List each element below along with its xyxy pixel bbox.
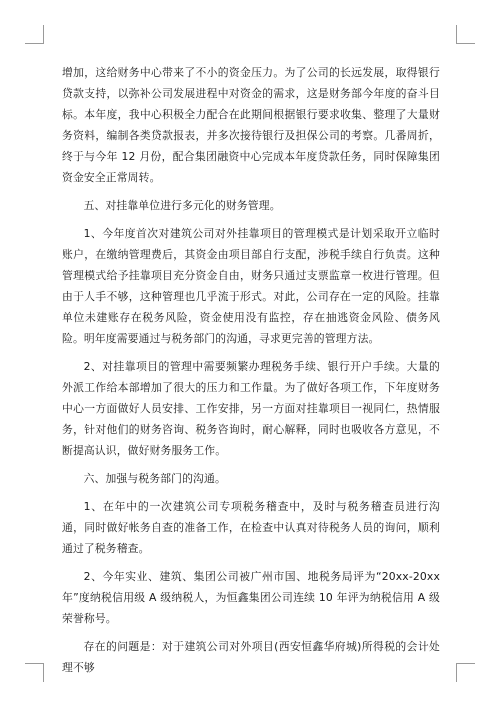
section-heading-six: 六、加强与税务部门的沟通。 <box>83 472 226 485</box>
paragraph-item-1-tax: 1、在年中的一次建筑公司专项税务稽查中，及时与税务稽查员进行沟通，同时做好帐务自查的准备工作，在检查中认真对待税务人员的询问，顺利通过了税务稽查。 <box>62 500 440 555</box>
paragraph-issues: 存在的问题是：对于建筑公司对外项目(西安恒鑫华府城)所得税的会计处理不够 <box>62 640 440 674</box>
crop-mark-bottom-left <box>25 663 44 682</box>
paragraph-item-2: 2、对挂靠项目的管理中需要频繁办理税务手续、银行开户手续。大量的外派工作给本部增加了很大的压力和工作量。为了做好各项工作，下年度财务中心一方面做好人员安排、工作安排，另一方面对挂靠项目一视同仁，热情服务，针对他们的财务咨询、税务咨询时，耐心解释，同时也吸收各方意见，不断提高认识，做好财务服务工作。 <box>62 360 440 457</box>
paragraph-item-1: 1、今年度首次对建筑公司对外挂靠项目的管理模式是计划采取开立临时账户，在缴纳管理费后，其资金由项目部自行支配，涉税手续自行负责。这种管理模式给予挂靠项目充分资金自由，财务只通过支票监章一枚进行管理。但由于人手不够，这种管理也几乎流于形式。对此，公司存在一定的风险。挂靠单位未建账存在税务风险，资金使用没有监控，存在抽逃资金风险、债务风险。明年度需要通过与税务部门的沟通，寻求更完善的管理方法。 <box>62 227 440 345</box>
crop-mark-top-left <box>25 25 44 44</box>
document-body <box>62 62 440 685</box>
section-heading-five: 五、对挂靠单位进行多元化的财务管理。 <box>83 199 281 212</box>
crop-mark-bottom-right <box>456 663 475 682</box>
paragraph-item-2-tax: 2、今年实业、建筑、集团公司被广州市国、地税务局评为“20xx-20xx 年”度纳税信用级 A 级纳税人，为恒鑫集团公司连续 10 年评为纳税信用 A 级荣誉称号。 <box>62 570 440 625</box>
crop-mark-top-right <box>456 25 475 44</box>
paragraph-continuation: 增加，这给财务中心带来了不小的资金压力。为了公司的长远发展，取得银行贷款支持，以弥补公司发展进程中对资金的需求，这是财务部今年度的奋斗目标。本年度，我中心积极全力配合在此期间根据银行要求收集、整理了大量财务资料，编制各类贷款报表，并多次接待银行及担保公司的考察。几番周折，终于与今年 12 月份，配合集团融资中心完成本年度贷款任务，同时保障集团资金安全正常周转。 <box>62 66 440 184</box>
